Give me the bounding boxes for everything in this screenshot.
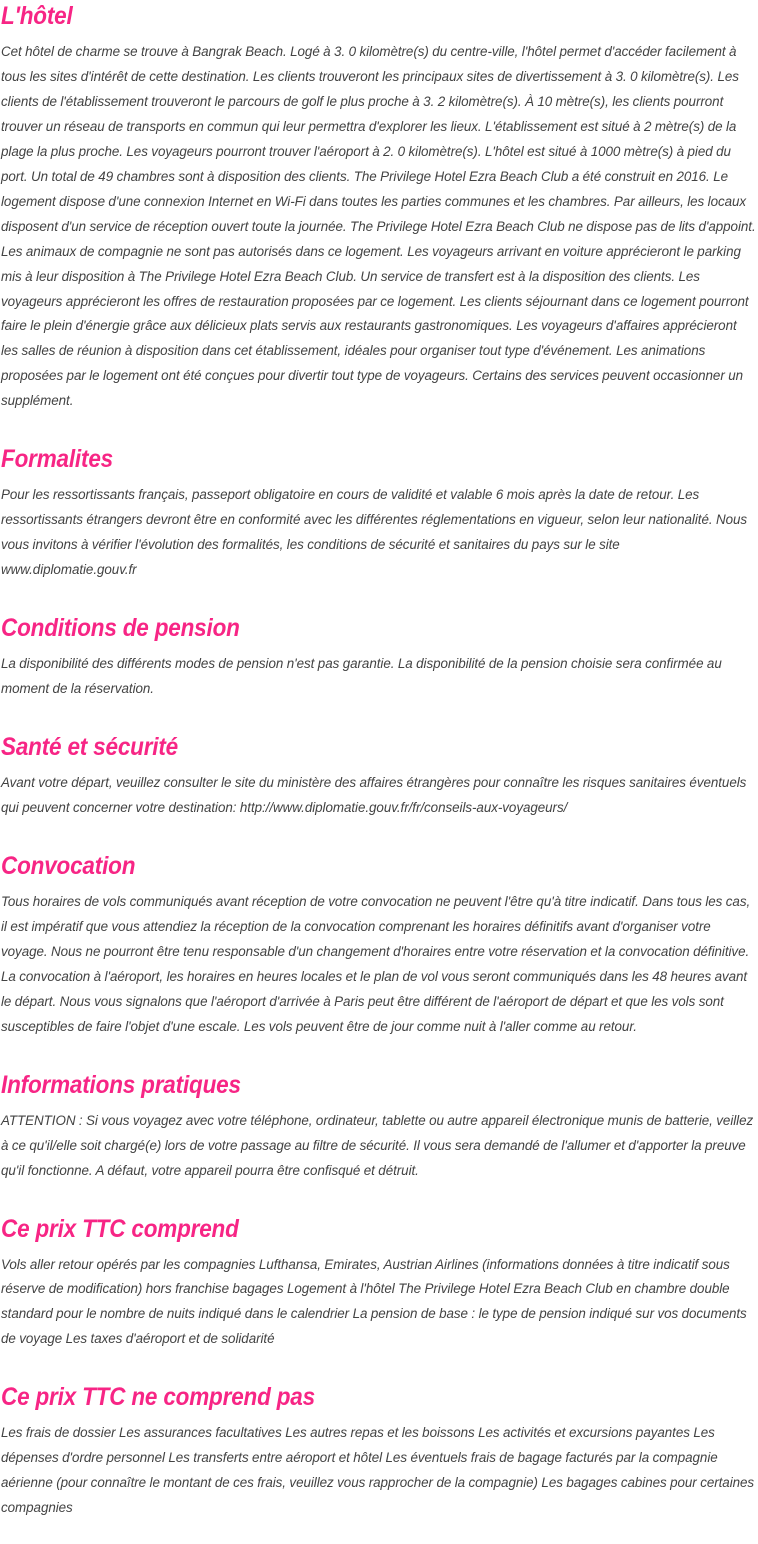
section-body-hotel: Cet hôtel de charme se trouve à Bangrak Beach. Logé à 3. 0 kilomètre(s) du centre-ville, l'hôtel permet d'accéder facilement à tous les sites d'intérêt de cette destination. Les clients trouveront les principaux sites de divertissement à 3. 0 kilomètre(s). Les clients de l'établissement trouveront le parcours de golf le plus proche à 3. 2 kilomètre(s). À 10 mètre(s), les clients pourront trouver un réseau de transports en commun qui leur permettra d'explorer les lieux. L'établissement est situé à 2 mètre(s) de la plage la plus proche. Les voyageurs pourront trouver l'aéroport à 2. 0 kilomètre(s). L'hôtel est situé à 1000 mètre(s) à pied du port. Un total de 49 chambres sont à disposition des clients. The Privilege Hotel Ezra Beach Club a été construit en 2016. Le logement dispose d'une connexion Internet en Wi-Fi dans toutes les parties communes et les chambres. Par ailleurs, les locaux disposent d'un service de réception ouvert toute la journée. The Privilege Hotel Ezra Beach Club ne dispose pas de lits d'appoint. Les animaux de compagnie ne sont pas autorisés dans ce logement. Les voyageurs arrivant en voiture apprécieront le parking mis à leur disposition à The Privilege Hotel Ezra Beach Club. Un service de transfert est à la disposition des clients. Les voyageurs apprécieront les offres de restauration proposées par ce logement. Les clients séjournant dans ce logement pourront faire le plein d'énergie grâce aux délicieux plats servis aux restaurants gastronomiques. Les voyageurs d'affaires apprécieront les salles de réunion à disposition dans cet établissement, idéales pour organiser tout type d'événement. Les animations proposées par le logement ont été conçues pour divertir tout type de voyageurs. Certains des services peuvent occasionner un supplément. bbox=[1, 44, 756, 409]
section-title-ce-prix-ttc-comprend: Ce prix TTC comprend bbox=[1, 1214, 239, 1243]
section-title-formalites: Formalites bbox=[1, 445, 113, 474]
section-body-ce-prix-ttc-comprend: Vols aller retour opérés par les compagnies Lufthansa, Emirates, Austrian Airlines (informations données à titre indicatif sous réserve de modification) hors franchise bagages Logement à l'hôtel The Privilege Hotel Ezra Beach Club en chambre double standard pour le nombre de nuits indiqué dans le calendrier La pension de base : le type de pension indiqué sur vos documents de voyage Les taxes d'aéroport et de solidarité bbox=[1, 1256, 747, 1347]
section-body-ce-prix-ttc-ne-comprend-pas: Les frais de dossier Les assurances facultatives Les autres repas et les boissons Les activités et excursions payantes Les dépenses d'ordre personnel Les transferts entre aéroport et hôtel Les éventuels frais de bagage facturés par la compagnie aérienne (pour connaître le montant de ces frais, veuillez vous rapprocher de la compagnie) Les bagages cabines pour certaines compagnies bbox=[1, 1425, 755, 1516]
section-ce-prix-ttc-ne-comprend-pas bbox=[1, 1382, 757, 1521]
section-informations-pratiques bbox=[1, 1070, 757, 1184]
travel-information-document bbox=[0, 1, 758, 1521]
section-title-sante-et-securite: Santé et sécurité bbox=[1, 733, 179, 762]
section-title-ce-prix-ttc-ne-comprend-pas: Ce prix TTC ne comprend pas bbox=[1, 1383, 315, 1412]
section-hotel bbox=[1, 1, 757, 414]
section-formalites bbox=[1, 444, 757, 583]
section-convocation bbox=[1, 851, 757, 1040]
section-body-conditions-de-pension: La disponibilité des différents modes de pension n'est pas garantie. La disponibilité de la pension choisie sera confirmée au moment de la réservation. bbox=[1, 656, 722, 697]
section-title-informations-pratiques: Informations pratiques bbox=[1, 1070, 241, 1099]
section-body-formalites: Pour les ressortissants français, passeport obligatoire en cours de validité et valable 6 mois après la date de retour. Les ressortissants étrangers devront être en conformité avec les différentes réglementations en vigueur, selon leur nationalité. Nous vous invitons à vérifier l'évolution des formalités, les conditions de sécurité et sanitaires du pays sur le site www.diplomatie.gouv.fr bbox=[1, 487, 748, 578]
section-body-informations-pratiques: ATTENTION : Si vous voyagez avec votre téléphone, ordinateur, tablette ou autre appareil électronique munis de batterie, veillez à ce qu'il/elle soit chargé(e) lors de votre passage au filtre de sécurité. Il vous sera demandé de l'allumer et d'apporter la preuve qu'il fonctionne. A défaut, votre appareil pourra être confisqué et détruit. bbox=[1, 1112, 754, 1178]
section-body-sante-et-securite: Avant votre départ, veuillez consulter le site du ministère des affaires étrangères pour connaître les risques sanitaires éventuels qui peuvent concerner votre destination: http://www.diplomatie.gouv.fr/fr/conseils-aux-voyageurs/ bbox=[1, 775, 747, 815]
section-title-convocation: Convocation bbox=[1, 851, 136, 880]
section-sante-et-securite bbox=[1, 732, 757, 821]
section-body-convocation: Tous horaires de vols communiqués avant réception de votre convocation ne peuvent l'être qu'à titre indicatif. Dans tous les cas, il est impératif que vous attendiez la réception de la convocation comprenant les horaires définitifs avant d'organiser votre voyage. Nous ne pourront être tenu responsable d'un changement d'horaires entre votre réservation et la convocation définitive. La convocation à l'aéroport, les horaires en heures locales et le plan de vol vous seront communiqués dans les 48 heures avant le départ. Nous vous signalons que l'aéroport d'arrivée à Paris peut être différent de l'aéroport de départ et que les vols sont susceptibles de faire l'objet d'une escale. Les vols peuvent être de jour comme nuit à l'aller comme au retour. bbox=[1, 893, 751, 1034]
section-title-conditions-de-pension: Conditions de pension bbox=[1, 614, 240, 643]
section-conditions-de-pension bbox=[1, 613, 757, 702]
section-title-hotel: L'hôtel bbox=[1, 2, 73, 30]
section-ce-prix-ttc-comprend bbox=[1, 1214, 757, 1353]
